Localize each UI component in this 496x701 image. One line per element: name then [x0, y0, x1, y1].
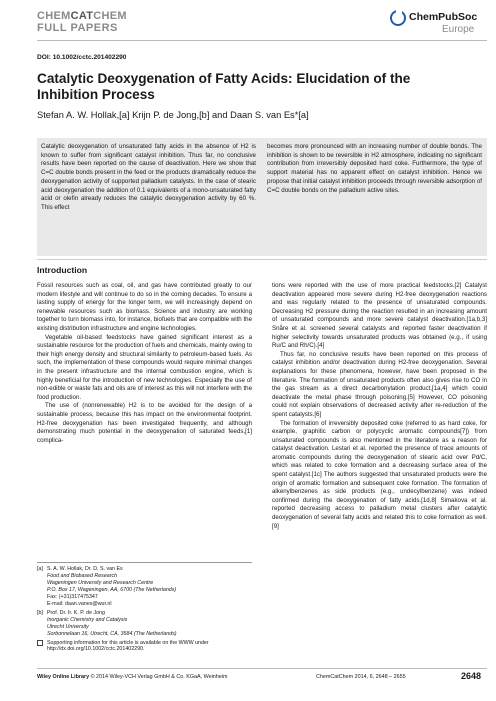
abstract-left-column: Catalytic deoxygenation of unsaturated fatty acids in the absence of H2 is known to suffer from significant catalyst inhibition. Thus far, no conclusive results have been reported on the cause of deactivation. Here we show that C=C double bonds present in the feed or the products dramatically reduce the deoxygenation activity of supported palladium catalysts. In the case of stearic acid deoxygenation the addition of 0.1 equivalents of a mono-unsaturated fatty acid or olefin already reduces the catalytic deoxygenation activity by 60 %. This effect — [41, 143, 256, 211]
publisher-logo-icon — [390, 10, 406, 26]
affiliation-a: [a] S. A. W. Hollak, Dr. D. S. van Es Food and Biobased Research Wageningen University and Research Centre P.O. Box 17, Wageningen, AA, 6700 (The Netherlands) Fax: (+31)317475347 E-mail: daan.vanes@wur.nl — [37, 566, 257, 608]
paragraph: tions were reported with the use of more practical feedstocks.[2] Catalyst deactivation appeared more severe during H2-free deoxygenation reactions and was regularly related to the presence of unsaturated compounds. Decreasing H2 pressure during the reaction resulted in an increasing amount of unsaturated compounds and more severe catalyst deactivation.[1a,b,3] Snåre et al. screened several catalysts and reported faster deactivation if higher selectivity towards unsaturated products was obtained (e.g., if using Ru/C and Rh/C).[4] — [272, 282, 487, 350]
citation: ChemCatChem 2014, 6, 2648 – 2655 — [316, 674, 406, 680]
paragraph: Thus far, no conclusive results have been reported on this process of catalyst inhibition and/or deactivation during H2-free deoxygenation. Several explanations for these phenomena, however, have been proposed in the literature. The formation of unsaturated products often also gives rise to CO in the gas stream as a direct decarbonylation product,[1a,4] which could deactivate the metal phase through poisoning.[5] However, CO poisoning could not explain observations of decreased activity after re-reduction of the spent catalysts.[6] — [272, 350, 487, 418]
footer-left: Wiley Online Library © 2014 Wiley-VCH Verlag GmbH & Co. KGaA, Weinheim — [37, 674, 228, 680]
supporting-info-icon — [37, 640, 43, 646]
publisher-name: ChemPubSoc — [409, 11, 478, 23]
body-right-column — [272, 282, 487, 531]
publisher-logo — [390, 10, 486, 44]
publisher-region: Europe — [442, 24, 475, 35]
footer-rule — [37, 668, 487, 669]
page-number: 2648 — [461, 671, 482, 681]
supporting-info[interactable]: Supporting information for this article is available on the WWW under http://dx.doi.org/10.1002/cctc.201402290. — [37, 640, 257, 654]
wiley-online-library-link[interactable]: Wiley Online Library — [37, 674, 90, 680]
journal-name: CHEMCATCHEM — [37, 10, 127, 22]
paragraph: The formation of irreversibly deposited coke (referred to as hard coke, for example, graphitic carbon or polycyclic aromatic compounds[7]) from unsaturated compounds is also mentioned in the literature as a reason for catalyst deactivation. Lestari et al. reported the presence of trace amounts of aromatic compounds during the deoxygenation of stearic acid over Pd/C, which was related to coke formation and a decreasing surface area of the spent catalyst.[1c] The authors suggested that unsaturated products were the origin of aromatic formation and subsequent coke formation. The formation of alkenylbenzenes as side products (e.g., undecylbenzene) was indeed confirmed during the deoxygenation of fatty acids.[1d,8] Simakova et al. reported decreasing access to palladium metal clusters after catalytic deoxygenation of several fatty acids and related this to coke formation as well.[9] — [272, 419, 487, 530]
section-heading: Introduction — [37, 265, 88, 275]
paragraph: Fossil resources such as coal, oil, and gas have contributed greatly to our modern lifestyle and will continue to do so in the coming decades. To ensure a lasting supply of energy for the longer term, we will increasingly depend on renewable resources such as biomass. Science and industry are working together to turn biomass into, for instance, biofuels that are compatible with the existing distribution infrastructure and engine technologies. — [37, 282, 252, 332]
paragraph: The use of (nonrenewable) H2 is to be avoided for the design of a sustainable process, because this has impact on the environmental footprint. H2-free deoxygenation has been investigated frequently, and although demonstrating much potential in the deoxygenation of saturated feeds,[1] complica- — [37, 402, 252, 444]
email-link[interactable]: E-mail: daan.vanes@wur.nl — [47, 600, 112, 607]
section-rule — [37, 259, 487, 260]
body-left-column — [37, 282, 252, 445]
abstract-right-column: becomes more pronounced with an increasing number of double bonds. The inhibition is shown to be reversible in H2 atmosphere, indicating no significant contribution from irreversibly deposited hard coke. Furthermore, the type of support material has no apparent effect on catalyst inhibition. Hence we propose that initial catalyst inhibition proceeds through reversible adsorption of C=C double bonds on the palladium active sites. — [267, 143, 482, 194]
author-list: Stefan A. W. Hollak,[a] Krijn P. de Jong,[b] and Daan S. van Es*[a] — [37, 110, 309, 120]
article-title: Catalytic Deoxygenation of Fatty Acids: Elucidation of the Inhibition Process — [37, 71, 411, 102]
affiliation-rule — [37, 562, 252, 563]
header-rule — [37, 40, 487, 41]
paragraph: Vegetable oil-based feedstocks have gained significant interest as a sustainable resource for the production of fuels and chemicals, mainly owing to their high energy density and structural similarity to petroleum-based fuels. As such, the implementation of these compounds would require minimal changes in the present infrastructure and the internal combustion engine, which is highly beneficial for the introduction of new technologies. Especially the use of non-edible or waste fats and oils are of interest as this will not interfere with the food production. — [37, 333, 252, 401]
affiliations — [37, 566, 257, 653]
doi[interactable]: DOI: 10.1002/cctc.201402290 — [37, 54, 127, 61]
affiliation-b: [b] Prof. Dr. Ir. K. P. de Jong Inorganic Chemistry and Catalysis Utrecht University Sorbonnelaan 16, Utrecht, CA, 3584 (The Netherlands) — [37, 609, 177, 637]
section-label: FULL PAPERS — [37, 22, 118, 34]
abstract — [37, 138, 487, 256]
